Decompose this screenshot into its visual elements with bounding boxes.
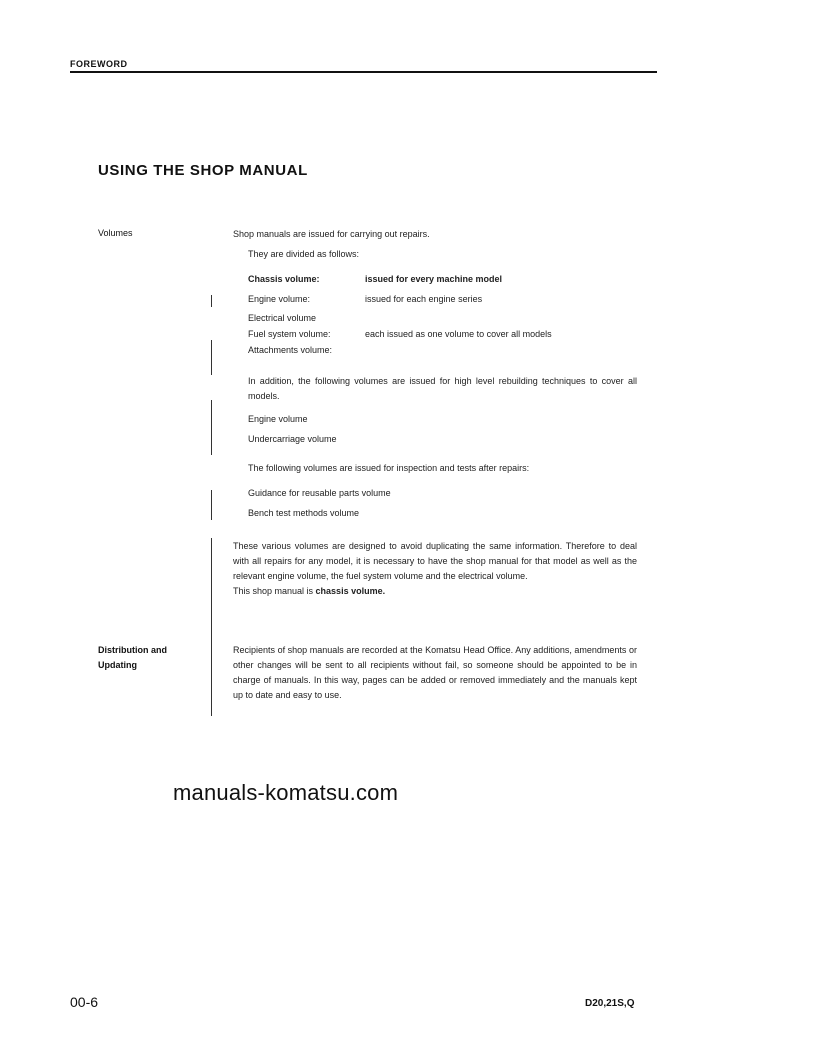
- volume-name: Engine volume:: [248, 294, 311, 304]
- high-level-volume: Engine volume: [248, 414, 308, 424]
- side-label-distribution: Distribution and: [98, 645, 167, 655]
- volume-desc: each issued as one volume to cover all models: [365, 329, 552, 339]
- change-bar: [211, 295, 212, 307]
- this-manual-line: [233, 584, 637, 599]
- inspection-volume: Bench test methods volume: [248, 508, 360, 518]
- volumes-summary-block: [233, 539, 637, 599]
- page-title: USING THE SHOP MANUAL: [98, 162, 308, 179]
- change-bar: [211, 538, 212, 716]
- volume-desc: issued for each engine series: [365, 294, 483, 304]
- volume-name: Chassis volume:: [248, 274, 320, 284]
- distribution-text: Recipients of shop manuals are recorded at the Komatsu Head Office. Any additions, amendments or other changes will be sent to all recipients without fail, so someone should be appointed to be in charge of manuals. In this way, pages can be added or removed immediately and the manuals kept up to date and easy to use.: [233, 645, 637, 700]
- page-number: 00-6: [70, 994, 99, 1010]
- volumes-intro: Shop manuals are issued for carrying out repairs.: [233, 229, 430, 239]
- volume-name: Attachments volume:: [248, 345, 333, 355]
- change-bar: [211, 490, 212, 520]
- change-bar: [211, 340, 212, 375]
- volumes-addition-block: [248, 374, 637, 521]
- section-header: FOREWORD: [70, 59, 128, 69]
- volumes-summary: These various volumes are designed to avoid duplicating the same information. Therefore to deal with all repairs for any model, it is necessary to have the shop manual for that model as well as the relevant engine volume, the fuel system volume and the electrical volume.: [233, 541, 637, 581]
- volume-name: Electrical volume: [248, 313, 317, 323]
- volumes-addition: In addition, the following volumes are issued for high level rebuilding techniques to cover all models.: [248, 376, 637, 401]
- inspection-volume: Guidance for reusable parts volume: [248, 488, 391, 498]
- volumes-divided: They are divided as follows:: [248, 249, 360, 259]
- volumes-inspection: The following volumes are issued for inspection and tests after repairs:: [248, 463, 530, 473]
- side-label-volumes: Volumes: [98, 228, 133, 238]
- side-label-updating: Updating: [98, 660, 137, 670]
- change-bar: [211, 400, 212, 455]
- header-rule: [70, 71, 657, 73]
- model-code: D20,21S,Q: [585, 998, 635, 1009]
- watermark: manuals-komatsu.com: [173, 780, 399, 805]
- this-manual-bold: chassis volume.: [315, 586, 386, 596]
- high-level-volume: Undercarriage volume: [248, 434, 337, 444]
- this-manual-prefix: This shop manual is: [233, 586, 316, 596]
- volume-desc: issued for every machine model: [365, 274, 503, 284]
- volume-name: Fuel system volume:: [248, 329, 331, 339]
